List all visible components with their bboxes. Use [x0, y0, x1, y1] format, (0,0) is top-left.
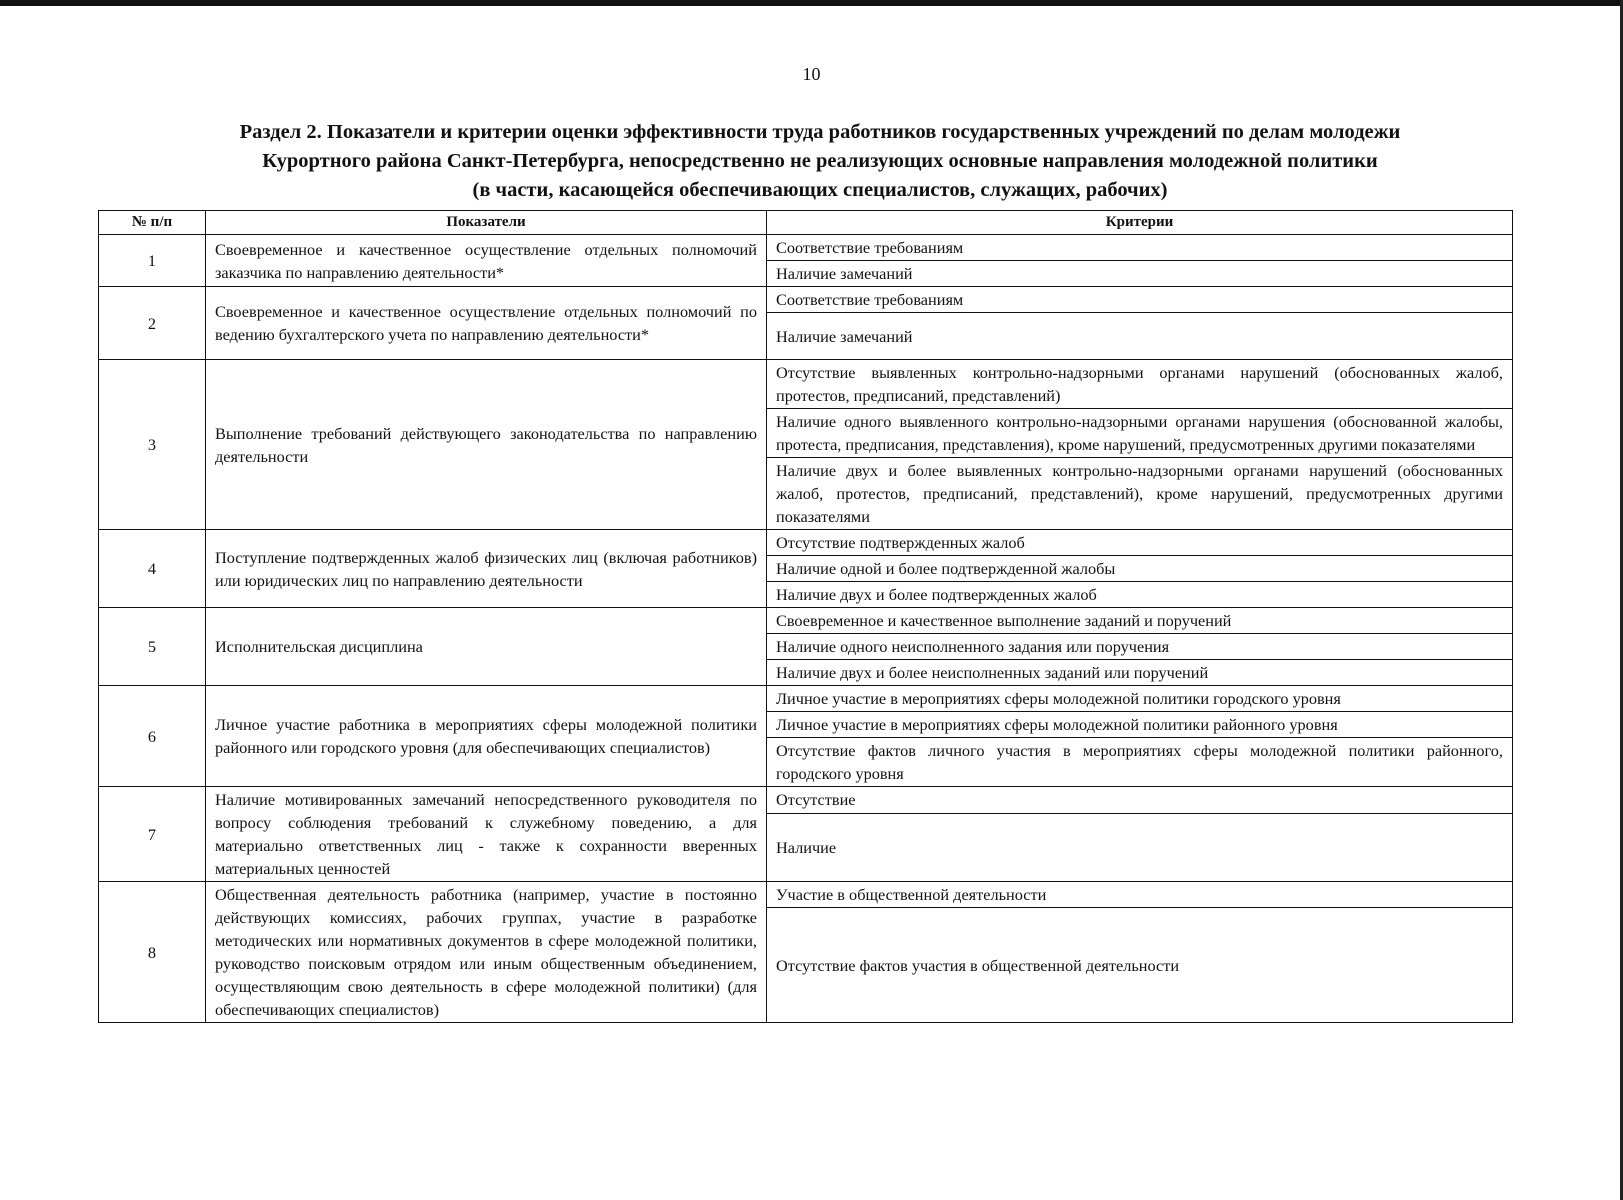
indicator-cell: Наличие мотивированных замечаний непосредственного руководителя по вопросу соблюдения требований к служебному поведению, а для материально ответственных лиц - также к сохранности вверенных материальных ценностей	[206, 787, 767, 882]
row-number: 7	[99, 787, 206, 882]
criterion-cell: Наличие замечаний	[767, 261, 1513, 287]
row-number: 2	[99, 287, 206, 360]
table-row	[99, 287, 1513, 313]
header-criteria: Критерии	[767, 211, 1513, 235]
table-header-row	[99, 211, 1513, 235]
table-row	[99, 530, 1513, 556]
criterion-cell: Наличие замечаний	[767, 313, 1513, 360]
table-row	[99, 608, 1513, 634]
criterion-cell: Соответствие требованиям	[767, 287, 1513, 313]
indicator-cell: Исполнительская дисциплина	[206, 608, 767, 686]
scan-border-top	[0, 0, 1623, 6]
page-number: 10	[802, 64, 821, 84]
table-row	[99, 787, 1513, 814]
criterion-cell: Отсутствие фактов участия в общественной деятельности	[767, 908, 1513, 1023]
indicator-cell: Выполнение требований действующего законодательства по направлению деятельности	[206, 360, 767, 530]
indicator-cell: Своевременное и качественное осуществление отдельных полномочий заказчика по направлению деятельности*	[206, 235, 767, 287]
criterion-cell: Наличие двух и более подтвержденных жалоб	[767, 582, 1513, 608]
title-line-1: Раздел 2. Показатели и критерии оценки эффективности труда работников государственных учреждений по делам молодежи	[239, 121, 1401, 143]
criterion-cell: Отсутствие фактов личного участия в мероприятиях сферы молодежной политики районного, городского уровня	[767, 738, 1513, 787]
criterion-cell: Наличие одного неисполненного задания или поручения	[767, 634, 1513, 660]
criterion-cell: Наличие одной и более подтвержденной жалобы	[767, 556, 1513, 582]
criterion-cell: Участие в общественной деятельности	[767, 882, 1513, 908]
row-number: 8	[99, 882, 206, 1023]
criteria-table	[98, 210, 1513, 1023]
row-number: 1	[99, 235, 206, 287]
header-indicators: Показатели	[206, 211, 767, 235]
criterion-cell: Отсутствие	[767, 787, 1513, 814]
criterion-cell: Наличие двух и более выявленных контрольно-надзорными органами нарушений (обоснованных жалоб, протестов, предписаний, представлений), кроме нарушений, предусмотренных другими показателями	[767, 458, 1513, 530]
title-line-2: Курортного района Санкт-Петербурга, непосредственно не реализующих основные направления молодежной политики	[262, 150, 1378, 172]
table-row	[99, 235, 1513, 261]
criterion-cell: Личное участие в мероприятиях сферы молодежной политики районного уровня	[767, 712, 1513, 738]
criterion-cell: Соответствие требованиям	[767, 235, 1513, 261]
table-row	[99, 882, 1513, 908]
row-number: 3	[99, 360, 206, 530]
indicator-cell: Своевременное и качественное осуществление отдельных полномочий по ведению бухгалтерского учета по направлению деятельности*	[206, 287, 767, 360]
criterion-cell: Наличие	[767, 813, 1513, 881]
criterion-cell: Наличие двух и более неисполненных заданий или поручений	[767, 660, 1513, 686]
row-number: 4	[99, 530, 206, 608]
criterion-cell: Отсутствие выявленных контрольно-надзорными органами нарушений (обоснованных жалоб, протестов, предписаний, представлений)	[767, 360, 1513, 409]
criterion-cell: Отсутствие подтвержденных жалоб	[767, 530, 1513, 556]
row-number: 6	[99, 686, 206, 787]
indicator-cell: Поступление подтвержденных жалоб физических лиц (включая работников) или юридических лиц по направлению деятельности	[206, 530, 767, 608]
criterion-cell: Наличие одного выявленного контрольно-надзорными органами нарушения (обоснованной жалобы, протеста, предписания, представления), кроме нарушений, предусмотренных другими показателями	[767, 409, 1513, 458]
document-title	[120, 118, 1520, 205]
table-row	[99, 686, 1513, 712]
indicator-cell: Личное участие работника в мероприятиях сферы молодежной политики районного или городского уровня (для обеспечивающих специалистов)	[206, 686, 767, 787]
header-num: № п/п	[99, 211, 206, 235]
criterion-cell: Личное участие в мероприятиях сферы молодежной политики городского уровня	[767, 686, 1513, 712]
criterion-cell: Своевременное и качественное выполнение заданий и поручений	[767, 608, 1513, 634]
indicator-cell: Общественная деятельность работника (например, участие в постоянно действующих комиссиях, рабочих группах, участие в разработке методических или нормативных документов в сфере молодежной политики, руководство поисковым отрядом или иным общественным объединением, осуществляющим свою деятельность в сфере молодежной политики) (для обеспечивающих специалистов)	[206, 882, 767, 1023]
row-number: 5	[99, 608, 206, 686]
table-row	[99, 360, 1513, 409]
title-line-3: (в части, касающейся обеспечивающих специалистов, служащих, рабочих)	[472, 179, 1168, 201]
